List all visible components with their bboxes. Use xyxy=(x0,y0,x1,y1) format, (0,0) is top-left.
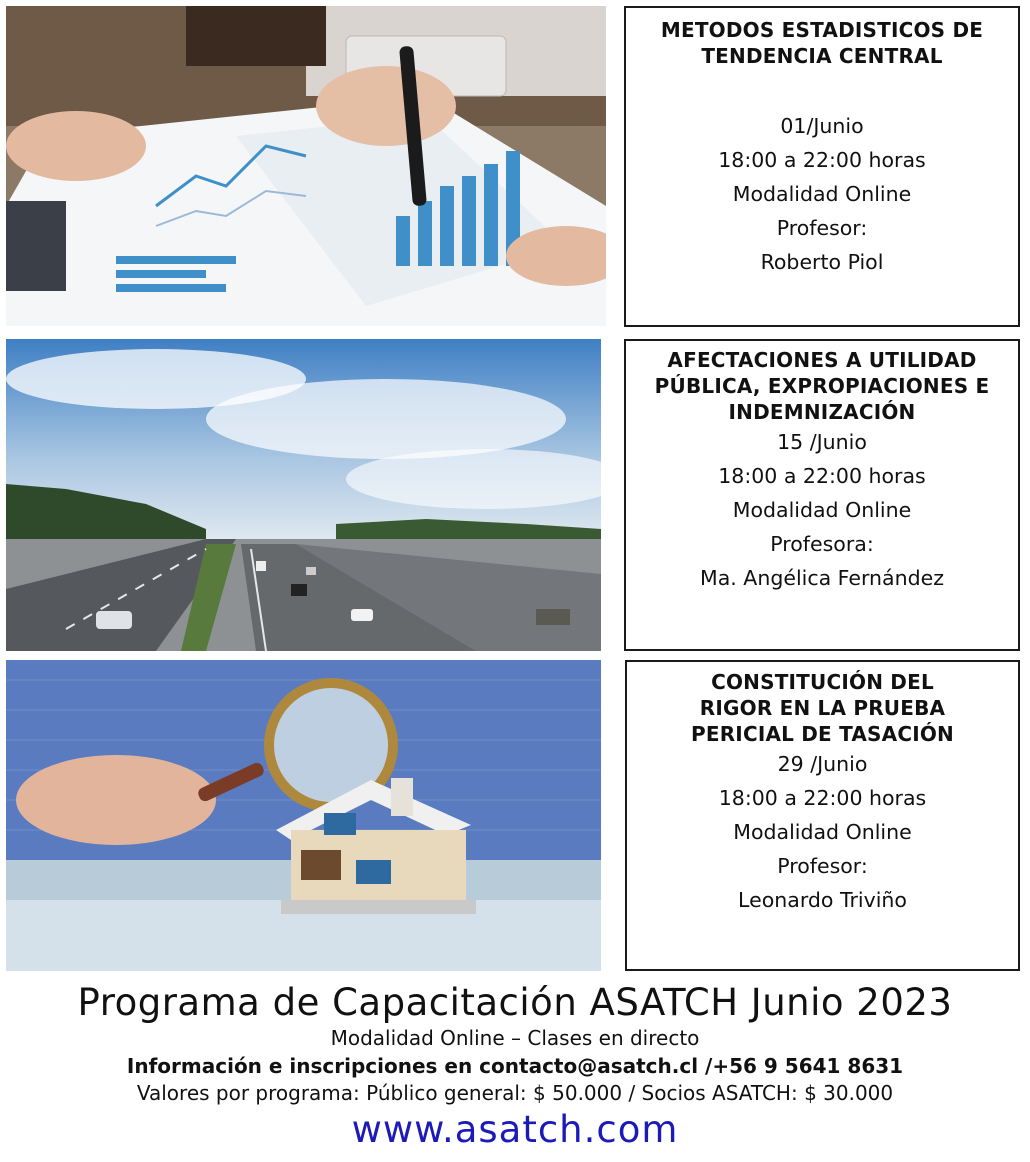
course-card-1 xyxy=(624,6,1020,327)
course-date: 01/Junio xyxy=(780,114,864,138)
course-teacher-label: Profesor: xyxy=(776,216,868,240)
course-modality: Modalidad Online xyxy=(733,820,912,844)
course-teacher-label: Profesor: xyxy=(777,854,868,878)
program-title: Programa de Capacitación ASATCH Junio 2023 xyxy=(77,981,953,1024)
course-title xyxy=(627,669,1018,747)
course-card-2 xyxy=(624,339,1020,651)
course-date: 15 /Junio xyxy=(777,430,867,454)
course-card-3 xyxy=(625,660,1020,971)
course-title xyxy=(626,17,1018,69)
course-date: 29 /Junio xyxy=(777,752,868,776)
contact-info: Información e inscripciones en contacto@asatch.cl /+56 9 5641 8631 xyxy=(126,1054,904,1078)
highway-photo xyxy=(6,339,601,651)
program-modality: Modalidad Online – Clases en directo xyxy=(330,1026,700,1050)
course-time: 18:00 a 22:00 horas xyxy=(718,464,926,488)
course-teacher: Ma. Angélica Fernández xyxy=(700,566,944,590)
course-modality: Modalidad Online xyxy=(732,498,912,522)
price-info: Valores por programa: Público general: $ 50.000 / Socios ASATCH: $ 30.000 xyxy=(136,1081,894,1105)
course-title xyxy=(626,347,1018,425)
course-title-line: TENDENCIA CENTRAL xyxy=(701,44,943,68)
course-time: 18:00 a 22:00 horas xyxy=(718,786,927,810)
course-time: 18:00 a 22:00 horas xyxy=(718,148,926,172)
course-modality: Modalidad Online xyxy=(732,182,912,206)
course-title-line: RIGOR EN LA PRUEBA xyxy=(699,696,946,720)
course-title-line: PERICIAL DE TASACIÓN xyxy=(690,722,954,746)
website-link[interactable]: www.asatch.com xyxy=(351,1108,679,1151)
course-teacher-label: Profesora: xyxy=(770,532,874,556)
course-title-line: AFECTACIONES A UTILIDAD xyxy=(667,348,977,372)
course-title-line: INDEMNIZACIÓN xyxy=(728,400,916,424)
course-teacher: Leonardo Triviño xyxy=(738,888,907,912)
course-title-line: CONSTITUCIÓN DEL xyxy=(711,670,934,694)
course-teacher: Roberto Piol xyxy=(760,250,884,274)
course-title-line: PÚBLICA, EXPROPIACIONES E xyxy=(654,374,990,398)
statistics-photo xyxy=(6,6,606,326)
house-magnifier-photo xyxy=(6,660,601,971)
course-title-line: METODOS ESTADISTICOS DE xyxy=(660,18,984,42)
